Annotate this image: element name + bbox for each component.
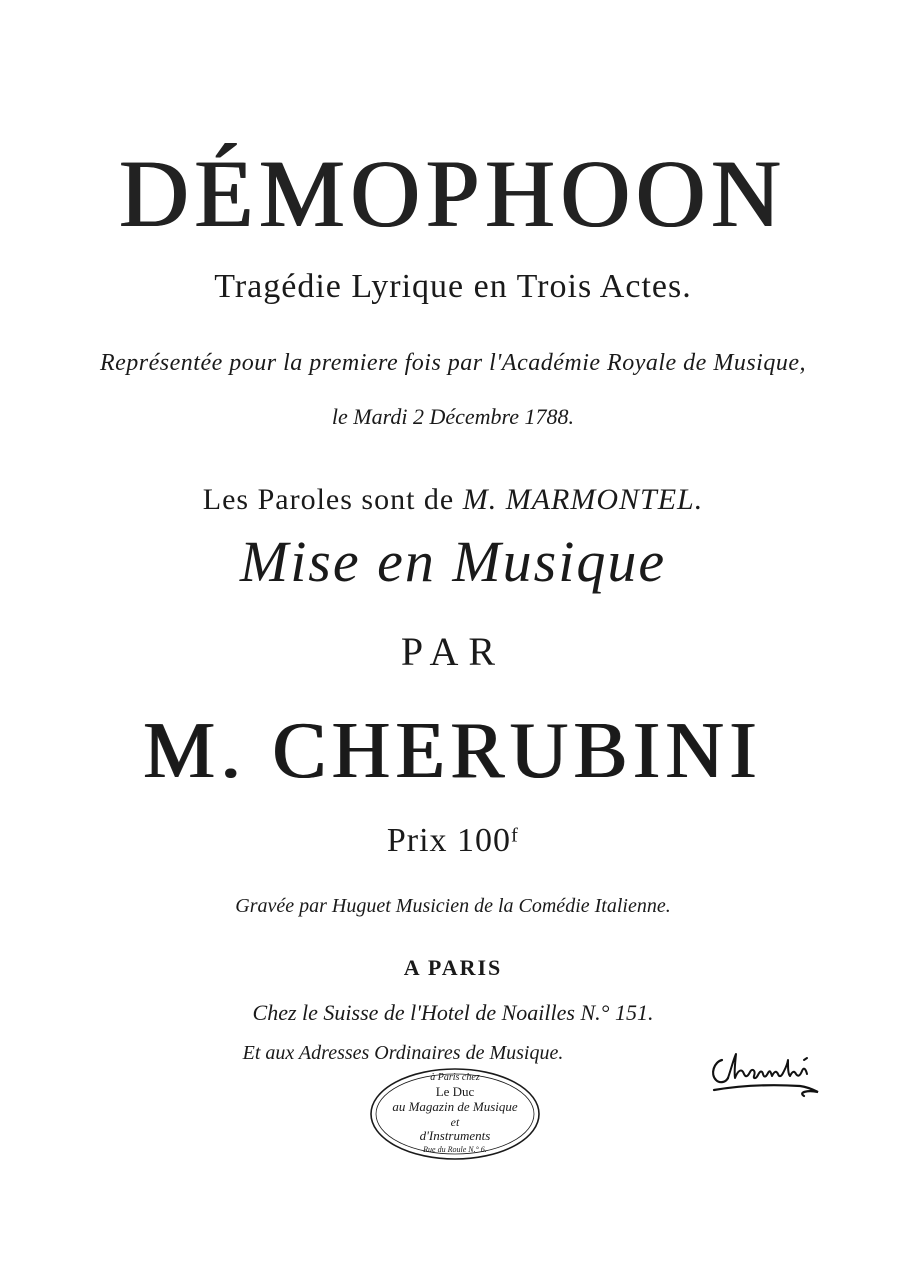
performance-note: Représentée pour la premiere fois par l'Académie Royale de Musique, (99, 350, 806, 376)
librettist-line (0, 483, 906, 517)
stamp-line-2: Le Duc (435, 1084, 475, 1099)
signature-icon (708, 1046, 828, 1102)
performance-date: le Mardi 2 Décembre 1788. (331, 404, 575, 429)
price-label: Prix 100ᶠ (386, 822, 520, 859)
other-addresses: Et aux Adresses Ordinaires de Musique. (242, 1042, 564, 1064)
publisher-address: Chez le Suisse de l'Hotel de Noailles N.° 151. (252, 1000, 654, 1025)
dealer-stamp (368, 1066, 542, 1162)
stamp-line-5: d'Instruments (419, 1128, 491, 1143)
handwritten-signature (708, 1046, 828, 1102)
opera-subtitle: Tragédie Lyrique en Trois Actes. (214, 268, 692, 305)
stamp-line-4: et (450, 1115, 460, 1129)
stamp-line-3: au Magazin de Musique (392, 1099, 518, 1114)
music-set-heading: Mise en Musique (239, 529, 667, 594)
librettist-prefix: Les Paroles sont de (202, 483, 455, 516)
city-label: A PARIS (403, 955, 503, 980)
engraver-credit: Gravée par Huguet Musicien de la Comédie Italienne. (235, 895, 671, 917)
by-label: PAR (400, 629, 506, 674)
opera-title: DÉMOPHOON (119, 140, 787, 247)
librettist-name: M. MARMONTEL. (462, 483, 704, 516)
composer-name: M. CHERUBINI (143, 707, 763, 795)
stamp-line-6: Rue du Roule N.° 6. (423, 1145, 487, 1154)
stamp-line-1: à Paris chez (430, 1072, 480, 1083)
